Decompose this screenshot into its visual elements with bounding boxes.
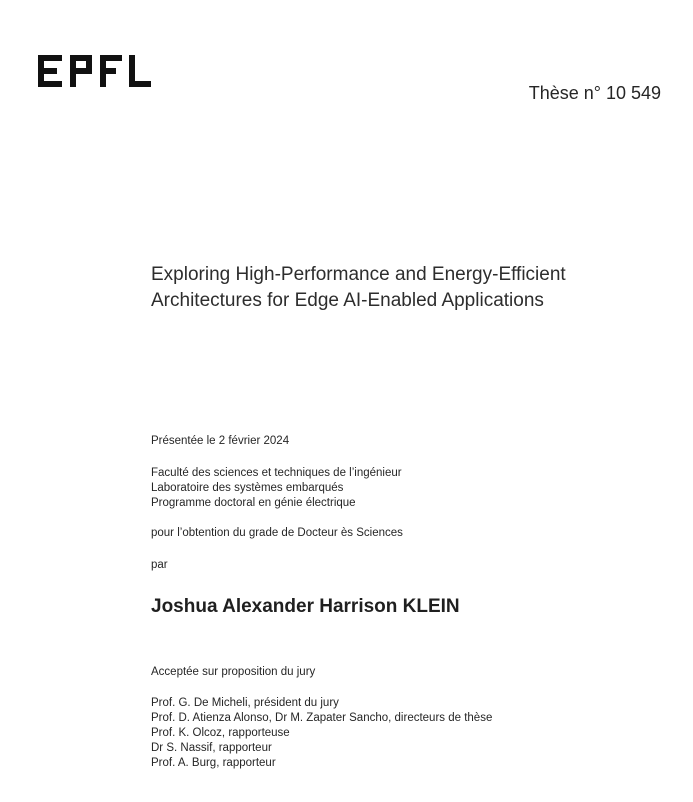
jury-member: Prof. A. Burg, rapporteur [151,757,276,769]
author-name: Joshua Alexander Harrison KLEIN [151,596,460,617]
jury-member: Prof. G. De Micheli, président du jury [151,697,339,709]
institution-block [151,466,402,511]
jury-member: Prof. D. Atienza Alonso, Dr M. Zapater Sancho, directeurs de thèse [151,712,493,724]
thesis-title-line-1: Exploring High-Performance and Energy-Efficient [151,264,566,285]
laboratory: Laboratoire des systèmes embarqués [151,482,344,494]
thesis-number: Thèse n° 10 549 [528,83,661,103]
presentation-date: Présentée le 2 février 2024 [151,435,290,447]
epfl-logo [38,55,151,87]
thesis-title-line-2: Architectures for Edge AI-Enabled Applications [151,290,544,311]
degree-statement: pour l’obtention du grade de Docteur ès Sciences [151,527,403,539]
faculty: Faculté des sciences et techniques de l’ingénieur [151,467,402,479]
by-label: par [151,559,168,571]
jury-list [151,696,492,771]
thesis-title [151,262,671,314]
jury-heading: Acceptée sur proposition du jury [151,666,316,678]
jury-member: Prof. K. Olcoz, rapporteuse [151,727,290,739]
jury-member: Dr S. Nassif, rapporteur [151,742,272,754]
doctoral-program: Programme doctoral en génie électrique [151,497,356,509]
